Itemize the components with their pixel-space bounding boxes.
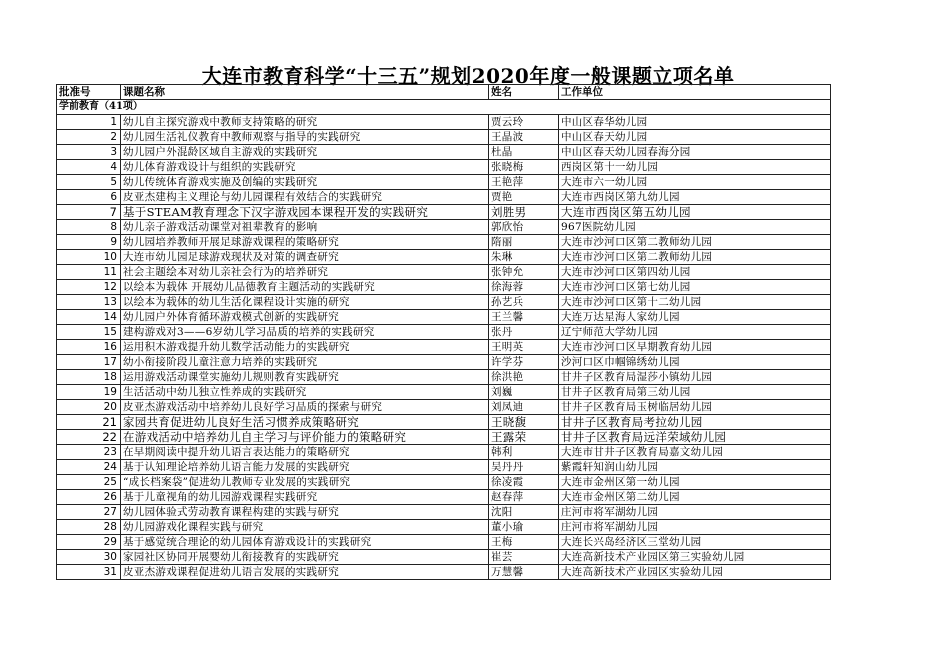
unit-cell: 甘井子区教育局第三幼儿园 — [559, 385, 831, 400]
row-number: 17 — [57, 355, 121, 370]
topic-cell: 幼儿园户外体育循环游戏模式创新的实践研究 — [121, 310, 489, 325]
topic-cell: 幼小衔接阶段儿童注意力培养的实践研究 — [121, 355, 489, 370]
table-row — [57, 310, 831, 325]
topic-cell: 基于认知理论培养幼儿语言能力发展的实践研究 — [121, 460, 489, 475]
row-number: 24 — [57, 460, 121, 475]
name-cell: 孙艺兵 — [489, 295, 559, 310]
topic-cell: 幼儿园体验式劳动教育课程构建的实践与研究 — [121, 505, 489, 520]
row-number: 12 — [57, 280, 121, 295]
name-cell: 徐海蓉 — [489, 280, 559, 295]
name-cell: 王梅 — [489, 535, 559, 550]
name-cell: 郭欣怡 — [489, 220, 559, 235]
name-cell: 杜晶 — [489, 145, 559, 160]
table-row — [57, 265, 831, 280]
name-cell: 贾艳 — [489, 190, 559, 205]
name-cell: 张丹 — [489, 325, 559, 340]
topic-cell: 在游戏活动中培养幼儿自主学习与评价能力的策略研究 — [121, 430, 489, 445]
table-row — [57, 115, 831, 130]
row-number: 3 — [57, 145, 121, 160]
unit-cell: 甘井子区教育局玉树临居幼儿园 — [559, 400, 831, 415]
unit-cell: 大连市西岗区第九幼儿园 — [559, 190, 831, 205]
table-row — [57, 445, 831, 460]
name-cell: 沈阳 — [489, 505, 559, 520]
unit-cell: 大连市沙河口区第七幼儿园 — [559, 280, 831, 295]
row-number: 18 — [57, 370, 121, 385]
row-number: 11 — [57, 265, 121, 280]
document-title: 大连市教育科学“十三五”规划2020年度一般课题立项名单 — [201, 64, 735, 88]
unit-cell: 中山区春天幼儿园 — [559, 130, 831, 145]
row-number: 26 — [57, 490, 121, 505]
table-row — [57, 355, 831, 370]
row-number: 7 — [57, 205, 121, 220]
topic-cell: “成长档案袋”促进幼儿教师专业发展的实践研究 — [121, 475, 489, 490]
name-cell: 隋丽 — [489, 235, 559, 250]
table-row — [57, 430, 831, 445]
unit-cell: 大连万达星海人家幼儿园 — [559, 310, 831, 325]
header-id: 批准号 — [57, 85, 121, 100]
topic-cell: 皮亚杰游戏课程促进幼儿语言发展的实践研究 — [121, 565, 489, 580]
unit-cell: 大连长兴岛经济区三堂幼儿园 — [559, 535, 831, 550]
row-number: 31 — [57, 565, 121, 580]
table-row — [57, 520, 831, 535]
name-cell: 徐洪艳 — [489, 370, 559, 385]
name-cell: 贾云玲 — [489, 115, 559, 130]
unit-cell: 沙河口区巾帼锦绣幼儿园 — [559, 355, 831, 370]
topic-cell: 幼儿传统体育游戏实施及创编的实践研究 — [121, 175, 489, 190]
name-cell: 王兰馨 — [489, 310, 559, 325]
table-row — [57, 130, 831, 145]
table-row — [57, 475, 831, 490]
topic-cell: 幼儿园生活礼仪教育中教师观察与指导的实践研究 — [121, 130, 489, 145]
unit-cell: 大连市甘井子区教育局嘉文幼儿园 — [559, 445, 831, 460]
unit-cell: 庄河市将军湖幼儿园 — [559, 520, 831, 535]
table-row — [57, 280, 831, 295]
topic-cell: 运用游戏活动课堂实施幼儿规则教育实践研究 — [121, 370, 489, 385]
row-number: 9 — [57, 235, 121, 250]
unit-cell: 大连市沙河口区早期教育幼儿园 — [559, 340, 831, 355]
unit-cell: 西岗区第十一幼儿园 — [559, 160, 831, 175]
unit-cell: 大连市金州区第二幼儿园 — [559, 490, 831, 505]
row-number: 20 — [57, 400, 121, 415]
unit-cell: 大连高新技术产业园区第三实验幼儿园 — [559, 550, 831, 565]
topic-cell: 运用积木游戏提升幼儿数学活动能力的实践研究 — [121, 340, 489, 355]
topic-cell: 幼儿体育游戏设计与组织的实践研究 — [121, 160, 489, 175]
table-row — [57, 400, 831, 415]
unit-cell: 大连市六一幼儿园 — [559, 175, 831, 190]
name-cell: 万慧馨 — [489, 565, 559, 580]
name-cell: 韩利 — [489, 445, 559, 460]
table-row — [57, 250, 831, 265]
topic-cell: 幼儿自主探究游戏中教师支持策略的研究 — [121, 115, 489, 130]
name-cell: 王晶波 — [489, 130, 559, 145]
table-row — [57, 205, 831, 220]
table-row — [57, 460, 831, 475]
header-row — [57, 85, 831, 100]
header-unit: 工作单位 — [559, 85, 831, 100]
row-number: 15 — [57, 325, 121, 340]
header-topic: 课题名称 — [121, 85, 489, 100]
unit-cell: 大连市金州区第一幼儿园 — [559, 475, 831, 490]
topic-cell: 家园社区协同开展婴幼儿衔接教育的实践研究 — [121, 550, 489, 565]
row-number: 4 — [57, 160, 121, 175]
unit-cell: 紫霞轩知润山幼儿园 — [559, 460, 831, 475]
name-cell: 徐凌霞 — [489, 475, 559, 490]
unit-cell: 大连市沙河口区第二教师幼儿园 — [559, 250, 831, 265]
row-number: 25 — [57, 475, 121, 490]
name-cell: 刘凤迪 — [489, 400, 559, 415]
table-row — [57, 385, 831, 400]
unit-cell: 中山区春天幼儿园春海分园 — [559, 145, 831, 160]
table-row — [57, 550, 831, 565]
table-row — [57, 505, 831, 520]
unit-cell: 辽宁师范大学幼儿园 — [559, 325, 831, 340]
name-cell: 刘胜男 — [489, 205, 559, 220]
table-row — [57, 160, 831, 175]
name-cell: 王露荣 — [489, 430, 559, 445]
name-cell: 朱琳 — [489, 250, 559, 265]
table-row — [57, 220, 831, 235]
unit-cell: 甘井子区教育局远洋荣域幼儿园 — [559, 430, 831, 445]
unit-cell: 中山区春华幼儿园 — [559, 115, 831, 130]
unit-cell: 大连高新技术产业园区实验幼儿园 — [559, 565, 831, 580]
table-row — [57, 490, 831, 505]
unit-cell: 967医院幼儿园 — [559, 220, 831, 235]
table-row — [57, 175, 831, 190]
table-row — [57, 145, 831, 160]
topic-cell: 幼儿园游戏化课程实践与研究 — [121, 520, 489, 535]
row-number: 28 — [57, 520, 121, 535]
row-number: 8 — [57, 220, 121, 235]
name-cell: 王明英 — [489, 340, 559, 355]
row-number: 6 — [57, 190, 121, 205]
topic-cell: 幼儿园培养教师开展足球游戏课程的策略研究 — [121, 235, 489, 250]
topic-cell: 皮亚杰游戏活动中培养幼儿良好学习品质的探索与研究 — [121, 400, 489, 415]
row-number: 14 — [57, 310, 121, 325]
unit-cell: 甘井子区教育局湿莎小镇幼儿园 — [559, 370, 831, 385]
topic-cell: 幼儿亲子游戏活动课堂对祖辈教育的影响 — [121, 220, 489, 235]
name-cell: 许学芬 — [489, 355, 559, 370]
unit-cell: 甘井子区教育局考拉幼儿园 — [559, 415, 831, 430]
unit-cell: 大连市西岗区第五幼儿园 — [559, 205, 831, 220]
name-cell: 张晓梅 — [489, 160, 559, 175]
unit-cell: 庄河市将军湖幼儿园 — [559, 505, 831, 520]
topic-cell: 以绘本为载体的幼儿生活化课程设计实施的研究 — [121, 295, 489, 310]
row-number: 22 — [57, 430, 121, 445]
row-number: 19 — [57, 385, 121, 400]
name-cell: 董小瑜 — [489, 520, 559, 535]
row-number: 23 — [57, 445, 121, 460]
topic-cell: 建构游戏对3——6岁幼儿学习品质的培养的实践研究 — [121, 325, 489, 340]
name-cell: 王晓馥 — [489, 415, 559, 430]
topic-cell: 以绘本为载体 开展幼儿品德教育主题活动的实践研究 — [121, 280, 489, 295]
name-cell: 崔芸 — [489, 550, 559, 565]
section-label: 学前教育（41项） — [57, 100, 831, 115]
table-row — [57, 190, 831, 205]
unit-cell: 大连市沙河口区第十二幼儿园 — [559, 295, 831, 310]
name-cell: 张钟允 — [489, 265, 559, 280]
name-cell: 刘巍 — [489, 385, 559, 400]
topic-cell: 皮亚杰建构主义理论与幼儿园课程有效结合的实践研究 — [121, 190, 489, 205]
topic-cell: 社会主题绘本对幼儿亲社会行为的培养研究 — [121, 265, 489, 280]
name-cell: 吴丹丹 — [489, 460, 559, 475]
row-number: 16 — [57, 340, 121, 355]
table-row — [57, 235, 831, 250]
project-list-table — [56, 84, 831, 580]
unit-cell: 大连市沙河口区第四幼儿园 — [559, 265, 831, 280]
header-name: 姓名 — [489, 85, 559, 100]
row-number: 5 — [57, 175, 121, 190]
table-row — [57, 415, 831, 430]
topic-cell: 基于感觉统合理论的幼儿园体育游戏设计的实践研究 — [121, 535, 489, 550]
row-number: 29 — [57, 535, 121, 550]
row-number: 30 — [57, 550, 121, 565]
unit-cell: 大连市沙河口区第二教师幼儿园 — [559, 235, 831, 250]
table-row — [57, 295, 831, 310]
table-row — [57, 325, 831, 340]
table-row — [57, 370, 831, 385]
topic-cell: 家园共育促进幼儿良好生活习惯养成策略研究 — [121, 415, 489, 430]
name-cell: 王艳萍 — [489, 175, 559, 190]
name-cell: 赵春萍 — [489, 490, 559, 505]
row-number: 21 — [57, 415, 121, 430]
topic-cell: 大连市幼儿园足球游戏现状及对策的调查研究 — [121, 250, 489, 265]
topic-cell: 生活活动中幼儿独立性养成的实践研究 — [121, 385, 489, 400]
row-number: 13 — [57, 295, 121, 310]
row-number: 10 — [57, 250, 121, 265]
table-row — [57, 535, 831, 550]
topic-cell: 基于STEAM教育理念下汉字游戏园本课程开发的实践研究 — [121, 205, 489, 220]
topic-cell: 幼儿园户外混龄区域自主游戏的实践研究 — [121, 145, 489, 160]
table-row — [57, 565, 831, 580]
row-number: 2 — [57, 130, 121, 145]
topic-cell: 基于儿童视角的幼儿园游戏课程实践研究 — [121, 490, 489, 505]
topic-cell: 在早期阅读中提升幼儿语言表达能力的策略研究 — [121, 445, 489, 460]
row-number: 27 — [57, 505, 121, 520]
row-number: 1 — [57, 115, 121, 130]
table-row — [57, 340, 831, 355]
section-row — [57, 100, 831, 115]
